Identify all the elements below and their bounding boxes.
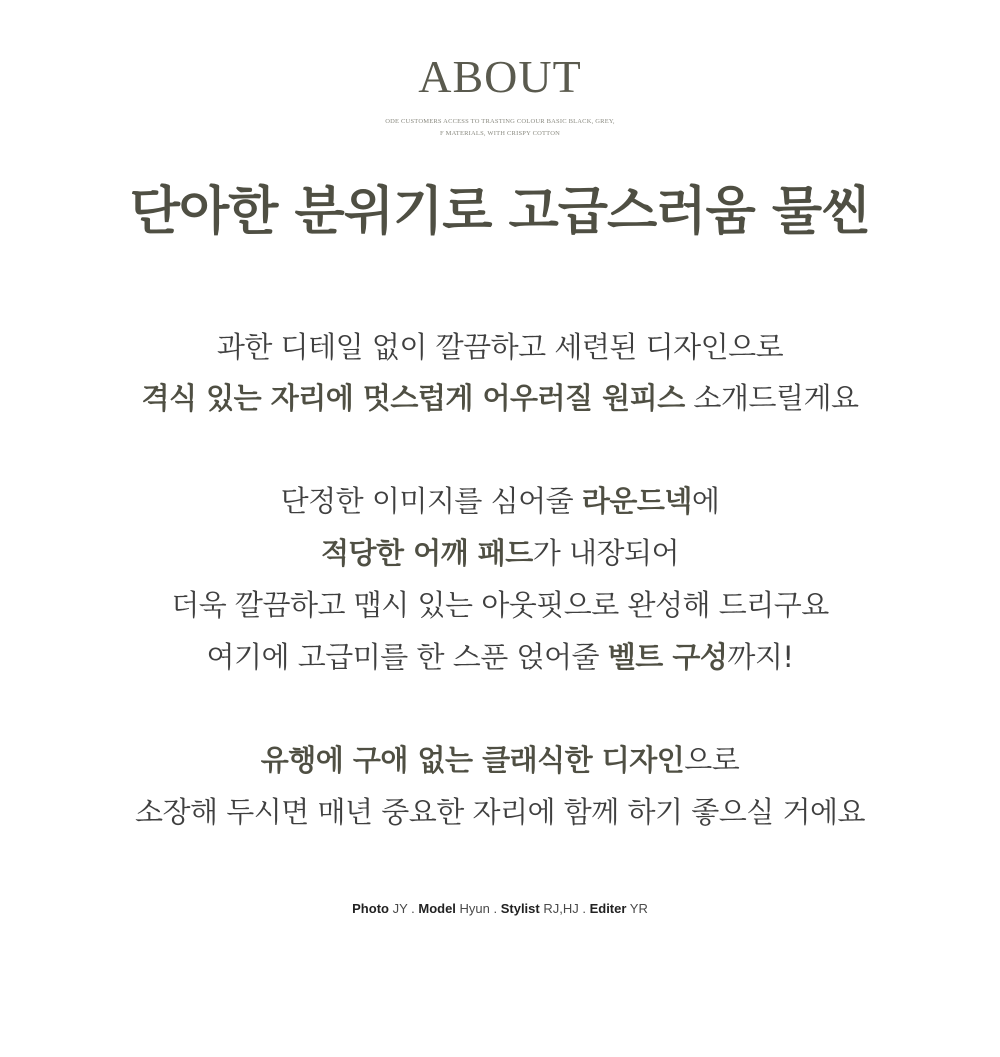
about-subtitle-line2: F MATERIALS, WITH CRISPY COTTON (439, 130, 561, 137)
paragraph2-line4-a: 여기에 고급미를 한 스푼 얹어줄 (206, 640, 608, 674)
credits (0, 902, 1000, 915)
paragraph3-line1 (0, 743, 1000, 777)
paragraph3-line2: 소장해 두시면 매년 중요한 자리에 함께 하기 좋으실 거에요 (134, 795, 866, 829)
paragraph1-line1: 과한 디테일 없이 깔끔하고 세련된 디자인으로 (216, 330, 784, 364)
paragraph2-line3: 더욱 깔끔하고 맵시 있는 아웃핏으로 완성해 드리구요 (171, 588, 829, 622)
credit-photo-value: JY . (388, 901, 419, 916)
paragraph2-line4-b: 까지! (727, 640, 794, 674)
paragraph3-line1-rest: 으로 (684, 743, 740, 777)
credit-editer-value: YR (626, 901, 648, 916)
credit-stylist-label: Stylist (500, 901, 540, 916)
credit-model-value: Hyun . (455, 901, 501, 916)
paragraph1-line2-bold: 격식 있는 자리에 멋스럽게 어우러질 원피스 (141, 381, 685, 415)
paragraph2-line1-a: 단정한 이미지를 심어줄 (280, 484, 582, 518)
paragraph2-line2-rest: 가 내장되어 (532, 536, 680, 570)
about-title: ABOUT (418, 51, 582, 102)
credit-editer-label: Editer (589, 901, 627, 916)
paragraph1-line2 (0, 381, 1000, 415)
paragraph2-line2 (0, 536, 1000, 570)
paragraph2-line1-bold: 라운드넥 (581, 484, 692, 518)
paragraph1-line2-rest: 소개드릴게요 (684, 381, 859, 415)
headline: 단아한 분위기로 고급스러움 물씬 (129, 182, 871, 242)
paragraph2-line1-b: 에 (691, 484, 720, 518)
paragraph2-line4 (0, 640, 1000, 674)
paragraph2-line1 (0, 484, 1000, 518)
credit-stylist-value: RJ,HJ . (539, 901, 590, 916)
credit-photo-label: Photo (352, 901, 389, 916)
paragraph2-line4-bold: 벨트 구성 (607, 640, 728, 674)
credit-model-label: Model (418, 901, 456, 916)
paragraph3-line1-bold: 유행에 구애 없는 클래식한 디자인 (260, 743, 685, 777)
paragraph2-line2-bold: 적당한 어깨 패드 (320, 536, 533, 570)
about-subtitle-line1: ODE CUSTOMERS ACCESS TO TRASTING COLOUR BASIC BLACK, GREY, (385, 118, 615, 125)
